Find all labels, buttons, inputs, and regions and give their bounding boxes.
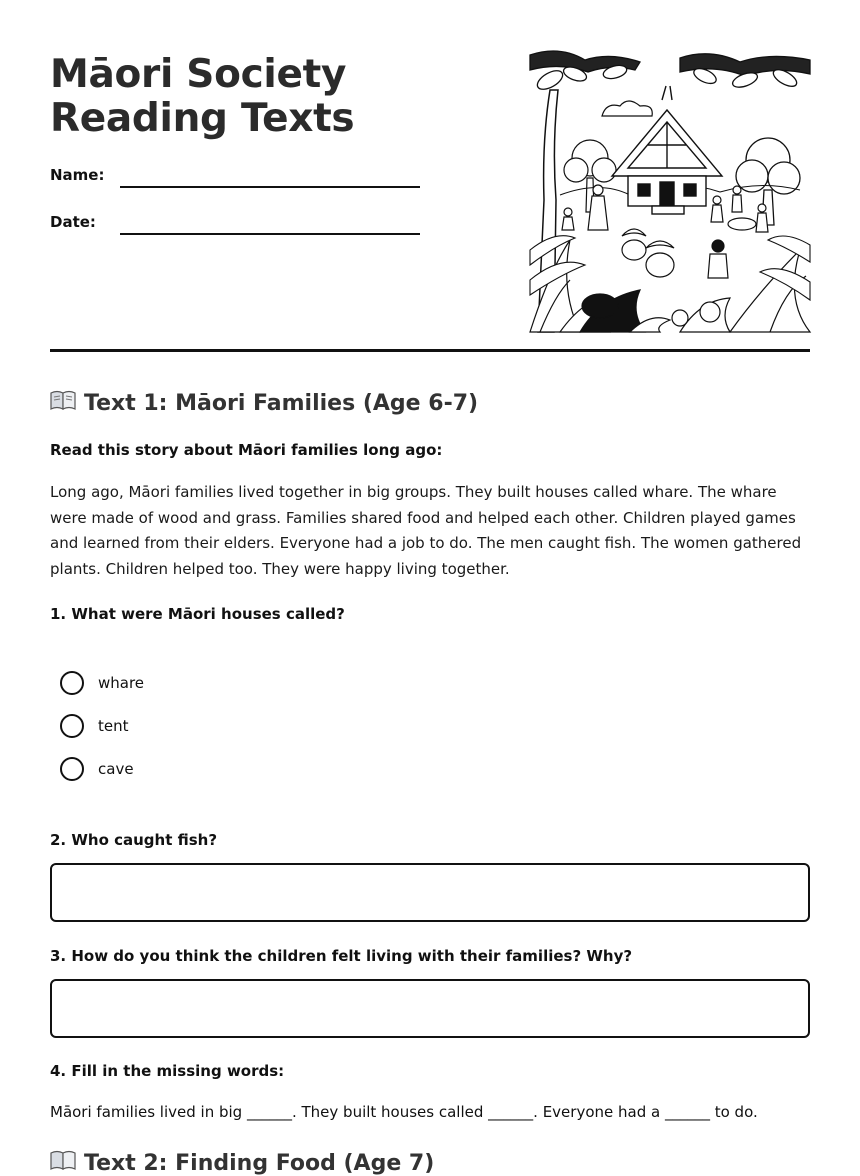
question-4: 4. Fill in the missing words: [50, 1062, 285, 1080]
option-label: tent [98, 717, 129, 735]
worksheet-page [50, 0, 810, 1176]
radio-button[interactable] [60, 714, 84, 738]
name-label: Name: [50, 166, 105, 184]
section-2-title-text: Text 2: Finding Food (Age 7) [84, 1151, 435, 1176]
question-3: 3. How do you think the children felt living with their families? Why? [50, 947, 633, 965]
reading-instruction: Read this story about Māori families long ago: [50, 441, 443, 459]
worksheet-header [50, 50, 810, 332]
section-2-title [50, 1150, 434, 1176]
fill-in-sentence: Māori families lived in big ______. They built houses called ______. Everyone had a ______ to do. [50, 1103, 758, 1121]
header-divider [50, 349, 810, 352]
answer-box-question-3[interactable] [50, 979, 810, 1038]
answer-box-question-2[interactable] [50, 863, 810, 922]
story-paragraph: Long ago, Māori families lived together in big groups. They built houses called whare. The whare were made of wood and grass. Families shared food and helped each other. Children played games and learned from their elders. Everyone had a job to do. The men caught fish. The women gathered plants. Children helped too. They were happy living together. [50, 483, 802, 578]
question-2: 2. Who caught fish? [50, 831, 218, 849]
section-1-title [50, 390, 478, 416]
date-field[interactable] [50, 207, 420, 237]
open-book-icon [50, 1150, 76, 1176]
option-label: whare [98, 674, 145, 692]
question-1: 1. What were Māori houses called? [50, 605, 345, 623]
date-line[interactable] [120, 233, 420, 235]
radio-button[interactable] [60, 671, 84, 695]
village-scene-illustration [530, 50, 810, 332]
radio-button[interactable] [60, 757, 84, 781]
name-line[interactable] [120, 186, 420, 188]
open-book-icon [50, 390, 76, 416]
page-title: Māori Society Reading Texts [50, 52, 355, 141]
date-label: Date: [50, 213, 96, 231]
option-label: cave [98, 760, 134, 778]
section-1-title-text: Text 1: Māori Families (Age 6-7) [84, 391, 479, 416]
name-field[interactable] [50, 160, 420, 190]
